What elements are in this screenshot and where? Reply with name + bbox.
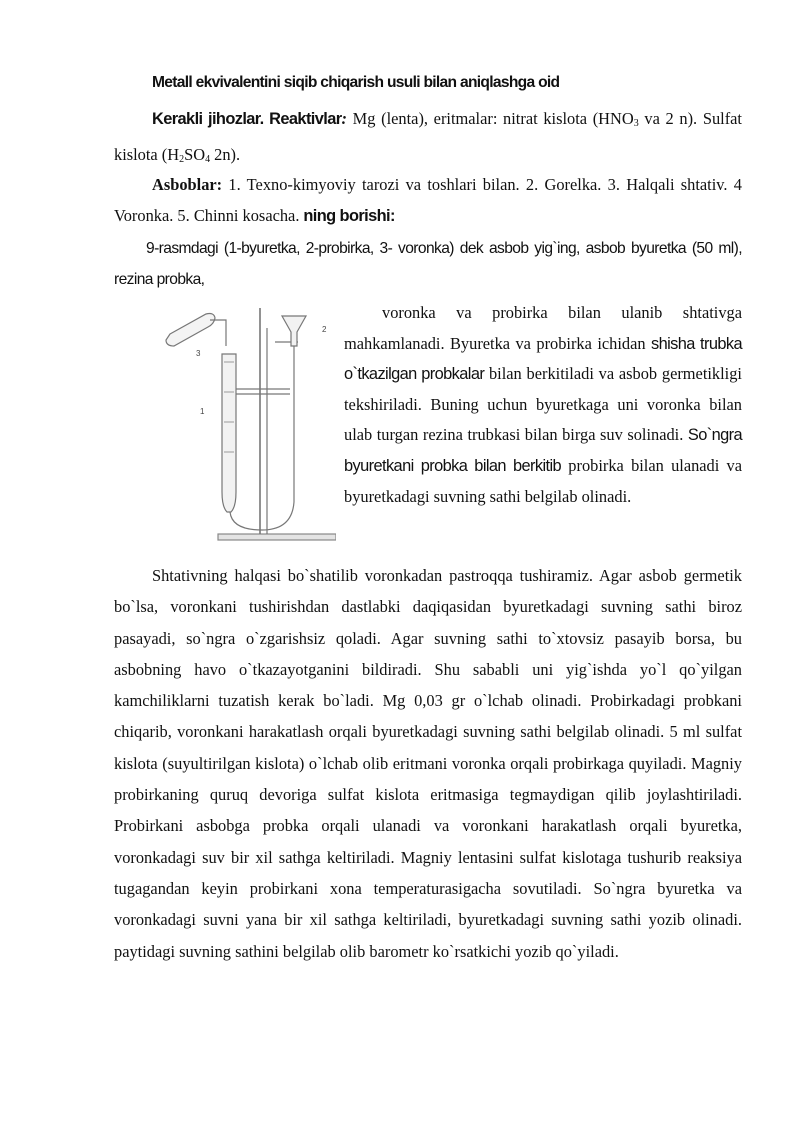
equipment-text: 1. Texno-kimyoviy tarozi va toshlari bilan. 2. Gorelka. 3. Halqali shtativ. 4 Voronka. 5. Chinni kosacha. (114, 175, 742, 225)
reagents-label: Kerakli jihozlar. Reaktivlar (152, 110, 342, 128)
reagents-sub-c: 4 (205, 153, 211, 165)
document-title: Metall ekvivalentini siqib chiqarish usuli bilan aniqlashga oid (152, 74, 560, 91)
intro-paragraph: 9-rasmdagi (1-byuretka, 2-probirka, 3- voronka) dek asbob yig`ing, asbob byuretka (50 ml), rezina probka, (114, 240, 742, 288)
apparatus-figure (160, 302, 336, 552)
equipment-bold-tail: ning borishi: (299, 206, 395, 225)
wrap-part-1: voronka va probirka bilan ulanib shtativga mahkamlanadi. Byuretka va probirka ichidan (344, 303, 742, 353)
equipment-paragraph (114, 170, 742, 231)
figure-label-3: 3 (196, 349, 201, 358)
reagents-paragraph (114, 104, 742, 175)
wrap-part-2: shisha trubka o`tkazilgan probkalar (344, 334, 742, 384)
reagents-colon: : (341, 109, 347, 128)
reagents-text-c: SO (184, 144, 206, 164)
reagents-text-d: 2n). (210, 144, 241, 164)
wrap-part-5: probirka bilan ulanadi va byuretkadagi suvning sathi belgilab olinadi. (344, 455, 743, 506)
procedure-paragraph: Shtativning halqasi bo`shatilib voronkadan pastroqqa tushiramiz. Agar asbob germetik bo`lsa, voronkani tushirishdan dastlabki daqiqasidan byuretkadagi suvning sathi biroz pasayadi, so`ngra o`zgarishsiz qoladi. Agar suvning sathi to`xtovsiz pasayib borsa, bu asbobning havo o`tkazayotganini bildiradi. Shu sababli uni yig`ishda yo`l qo`yilgan kamchiliklarni tuzatish kerak bo`ladi. Mg 0,03 gr o`lchab olinadi. Probirkadagi probkani chiqarib, voronkani harakatlash orqali byuretkadagi suvning sathi belgilab olinadi. 5 ml sulfat kislota (suyultirilgan kislota) o`lchab olib eritmani voronka orqali probirkaga quyiladi. Magniy probirkaning quruq devoriga sulfat kislota eritmasiga tegmaydigan qilib joylashtiriladi. Probirkani asbobga probka orqali ulanadi va voronkani harakatlash orqali byuretka, voronkadagi suv bir xil sathga keltiriladi. Magniy lentasini sulfat kislotaga tushurib reaksiya tugagandan keyin probirkani xona temperaturasigacha sovutiladi. So`ngra byuretka va voronkadagi suvni yana bir xil sathga keltiriladi, byuretkadagi suvning sathi yozib olinadi. paytidagi suvning sathini belgilab olib barometr ko`rsatkichi yozib qo`yiladi. (114, 566, 742, 961)
wrap-part-4: So`ngra byuretkani probka bilan berkitib (344, 426, 742, 475)
equipment-label: Asboblar: (152, 175, 223, 194)
reagents-sub-a: 3 (633, 118, 639, 129)
figure-side-paragraph (344, 298, 742, 512)
wrap-part-3: bilan berkitiladi va asbob germetikligi tekshiriladi. Buning uchun byuretkaga uni voronka bilan ulab turgan rezina trubkasi bilan birga suv solinadi. (344, 364, 742, 445)
reagents-sub-b: 2 (179, 153, 185, 165)
figure-label-1: 1 (200, 407, 205, 416)
figure-label-2: 2 (322, 325, 327, 334)
reagents-text-a: Mg (lenta), eritmalar: nitrat kislota (HNO (347, 109, 634, 128)
reagents-text-b: va 2 n). Sulfat kislota (H (114, 109, 742, 164)
